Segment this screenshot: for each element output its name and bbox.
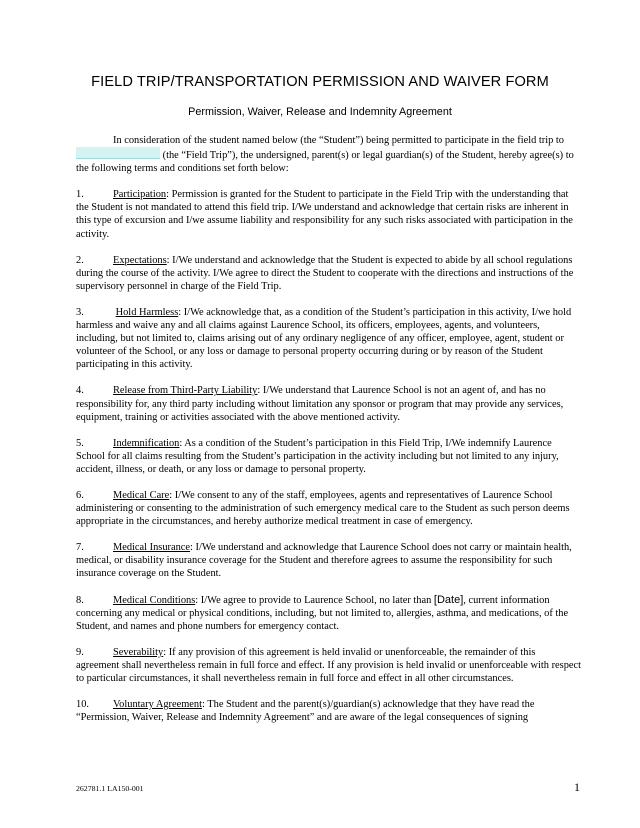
section-medical-care: 6. Medical Care: I/We consent to any of the staff, employees, agents and representatives of Laurence School administering or consenting to the administration of such emergency medical care to the Student as such person deems appropriate in the circumstances, and hereby authorize medical treatment in case of emergency.	[76, 489, 570, 528]
form-title: FIELD TRIP/TRANSPORTATION PERMISSION AND WAIVER FORM	[91, 74, 549, 90]
page-number: 1	[574, 780, 580, 794]
form-body	[76, 134, 581, 737]
section-text: : I/We acknowledge that, as a condition of the Student’s participation in this activity, I/we hold harmless and waive any and all claims against Laurence School, its officers, employees, agents, and volunteers, including, but not limited to, claims arising out of any ordinary negligence of any officer, employee, agent, student or volunteer of the School, or any loss or damage to personal property occurring during or by reason of the Student participating in this activity.	[76, 306, 572, 371]
section-text: : I/We consent to any of the staff, employees, agents and representatives of Laurence School administering or consenting to the administration of such emergency medical care to the Student as such person deems appropriate in the circumstances, and hereby authorize medical treatment in case of emergency.	[76, 489, 570, 528]
section-heading: Hold Harmless	[115, 306, 179, 318]
section-text: : The Student and the parent(s)/guardian(s) acknowledge that they have read the “Permission, Waiver, Release and Indemnity Agreement” and are aware of the legal consequences of signing	[76, 699, 535, 724]
section-text: : Permission is granted for the Student to participate in the Field Trip with the understanding that the Student is not mandated to attend this field trip. I/We understand and acknowledge that certain risks are inherent in this type of excursion and I/we assume liability and responsibility for any such risks associated with participation in the activity.	[76, 189, 573, 240]
section-medical-conditions: 8. Medical Conditions: I/We agree to provide to Laurence School, no later than [Date], current information concerning any medical or physical conditions, including, but not limited to, allergies, asthma, and medications, of the Student, and names and phone numbers for emergency contact.	[76, 593, 569, 632]
intro-text-part1: In consideration of the student named below (the “Student”) being permitted to participate in the field trip to	[113, 135, 564, 146]
section-heading: Release from Third-Party Liability	[113, 385, 258, 397]
section-expectations: 2. Expectations: I/We understand and acknowledge that the Student is expected to abide by all school regulations during the course of the activity. I/We agree to direct the Student to cooperate with the directions and instructions of the supervisory personnel in charge of the Field Trip.	[76, 254, 574, 292]
section-text: : If any provision of this agreement is held invalid or unenforceable, the remainder of this agreement shall nevertheless remain in full force and effect. If any provision is held invalid or unenforceable with respect to particular circumstances, it shall nevertheless remain in full force and effect in all other circumstances.	[76, 646, 582, 684]
section-text: : As a condition of the Student’s participation in this Field Trip, I/We indemnify Laurence School for all claims resulting from the Student’s participation in the activity including but not limited to any injury, accident, illness, or death, or any loss or damage to personal property.	[76, 437, 559, 475]
section-voluntary-agreement: 10. Voluntary Agreement: The Student and the parent(s)/guardian(s) acknowledge that they have read the “Permission, Waiver, Release and Indemnity Agreement” and are aware of the legal consequences of signing	[76, 699, 535, 724]
form-subtitle: Permission, Waiver, Release and Indemnity Agreement	[188, 106, 452, 118]
section-text-continued: , current information concerning any medical or physical conditions, including, but not limited to, allergies, asthma, and medications, of the Student, and names and phone numbers for emergency contact.	[76, 594, 569, 632]
section-hold-harmless: 3. Hold Harmless: I/We acknowledge that, as a condition of the Student’s participation in this activity, I/we hold harmless and waive any and all claims against Laurence School, its officers, employees, agents, and volunteers, including, but not limited to, claims arising out of any ordinary negligence of any officer, employee, agent, student or volunteer of the School, or any loss or damage to personal property occurring during or by reason of the Student participating in this activity.	[76, 306, 572, 371]
section-heading: Indemnification	[113, 437, 180, 449]
section-text: : I/We agree to provide to Laurence School, no later than	[195, 594, 434, 606]
section-heading: Voluntary Agreement	[113, 699, 202, 711]
section-heading: Participation	[113, 189, 167, 201]
section-participation: 1. Participation: Permission is granted for the Student to participate in the Field Trip with the understanding that the Student is not mandated to attend this field trip. I/We understand and acknowledge that certain risks are inherent in this type of excursion and I/we assume liability and responsibility for any such risks associated with participation in the activity.	[76, 189, 573, 240]
section-indemnification: 5. Indemnification: As a condition of the Student’s participation in this Field Trip, I/We indemnify Laurence School for all claims resulting from the Student’s participation in the activity including but not limited to any injury, accident, illness, or death, or any loss or damage to personal property.	[76, 437, 559, 475]
section-text: : I/We understand and acknowledge that the Student is expected to abide by all school regulations during the course of the activity. I/We agree to direct the Student to cooperate with the directions and instructions of the supervisory personnel in charge of the Field Trip.	[76, 254, 574, 292]
field-trip-destination-input[interactable]	[76, 147, 160, 159]
date-placeholder[interactable]: [Date]	[433, 593, 464, 606]
section-heading: Medical Insurance	[113, 542, 191, 554]
section-heading: Medical Care	[113, 489, 170, 501]
section-severability: 9. Severability: If any provision of this agreement is held invalid or unenforceable, the remainder of this agreement shall nevertheless remain in full force and effect. If any provision is held invalid or unenforceable with respect to particular circumstances, it shall nevertheless remain in full force and effect in all other circumstances.	[76, 646, 582, 684]
section-heading: Severability	[113, 646, 164, 658]
document-code: 262781.1 LA150-001	[76, 784, 144, 793]
section-text: : I/We understand and acknowledge that Laurence School does not carry or maintain health, medical, or disability insurance coverage for the Student and therefore agrees to assume the responsibility for such insurance coverage on the Student.	[76, 542, 572, 580]
section-text: : I/We understand that Laurence School is not an agent of, and has no responsibility for, any third party including without limitation any sponsor or program that may provide any services, equipment, training or activities associated with the above mentioned activity.	[76, 385, 564, 423]
section-release: 4. Release from Third-Party Liability: I/We understand that Laurence School is not an agent of, and has no responsibility for, any third party including without limitation any sponsor or program that may provide any services, equipment, training or activities associated with the above mentioned activity.	[76, 385, 564, 423]
intro-text-part2: (the “Field Trip”), the undersigned, parent(s) or legal guardian(s) of the Student, hereby agree(s) to the following terms and conditions set forth below:	[76, 150, 574, 175]
section-heading: Expectations	[113, 254, 167, 266]
section-medical-insurance: 7. Medical Insurance: I/We understand and acknowledge that Laurence School does not carry or maintain health, medical, or disability insurance coverage for the Student and therefore agrees to assume the responsibility for such insurance coverage on the Student.	[76, 542, 572, 580]
section-heading: Medical Conditions	[113, 594, 196, 606]
intro-paragraph	[76, 134, 581, 175]
